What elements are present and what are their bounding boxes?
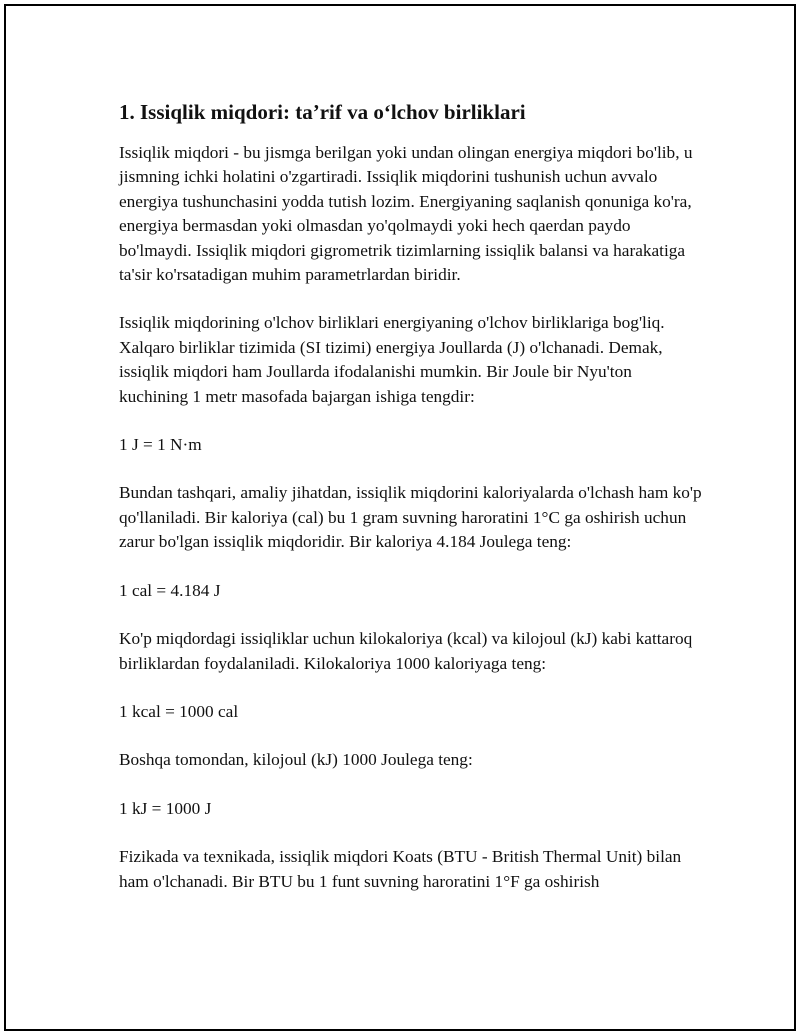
paragraph-si-units: Issiqlik miqdorining o'lchov birliklari energiyaning o'lchov birliklariga bog'liq. Xalqaro birliklar tizimida (SI tizimi) energiya Joullarda (J) o'lchanadi. Demak, issiqlik miqdori ham Joullarda ifodalanishi mumkin. Bir Joule bir Nyu'ton kuchining 1 metr masofada bajargan ishiga tengdir: bbox=[119, 313, 665, 406]
paragraph-definition: Issiqlik miqdori - bu jismga berilgan yoki undan olingan energiya miqdori bo'lib, u jismning ichki holatini o'zgartiradi. Issiqlik miqdorini tushunish uchun avvalo energiya tushunchasini yodda tutish lozim. Energiyaning saqlanish qonuniga ko'ra, energiya bermasdan yoki olmasdan yo'qolmaydi yoki hech qaerdan paydo bo'lmaydi. Issiqlik miqdori gigrometrik tizimlarning issiqlik balansi va harakatiga ta'sir ko'rsatadigan muhim parametrlardan biridir. bbox=[119, 143, 693, 285]
paragraph-kilocalorie: Ko'p miqdordagi issiqliklar uchun kilokaloriya (kcal) va kilojoul (kJ) kabi kattaroq birliklardan foydalaniladi. Kilokaloriya 1000 kaloriyaga teng: bbox=[119, 629, 693, 673]
paragraph-kilojoule: Boshqa tomondan, kilojoul (kJ) 1000 Joulega teng: bbox=[119, 750, 473, 770]
document-content bbox=[119, 98, 704, 918]
paragraph-btu: Fizikada va texnikada, issiqlik miqdori Koats (BTU - British Thermal Unit) bilan ham o'lchanadi. Bir BTU bu 1 funt suvning haroratini 1°F ga oshirish bbox=[119, 847, 682, 891]
section-heading: 1. Issiqlik miqdori: ta’rif va o‘lchov birliklari bbox=[119, 100, 526, 124]
formula-kilocalorie: 1 kcal = 1000 cal bbox=[119, 701, 239, 721]
formula-kilojoule: 1 kJ = 1000 J bbox=[119, 798, 212, 818]
formula-joule: 1 J = 1 N·m bbox=[119, 435, 202, 455]
formula-calorie: 1 cal = 4.184 J bbox=[119, 580, 221, 600]
paragraph-calorie: Bundan tashqari, amaliy jihatdan, issiqlik miqdorini kaloriyalarda o'lchash ham ko'p qo'llaniladi. Bir kaloriya (cal) bu 1 gram suvning haroratini 1°C ga oshirish uchun zarur bo'lgan issiqlik miqdoridir. Bir kaloriya 4.184 Joulega teng: bbox=[119, 483, 702, 552]
document-page bbox=[4, 4, 796, 1031]
